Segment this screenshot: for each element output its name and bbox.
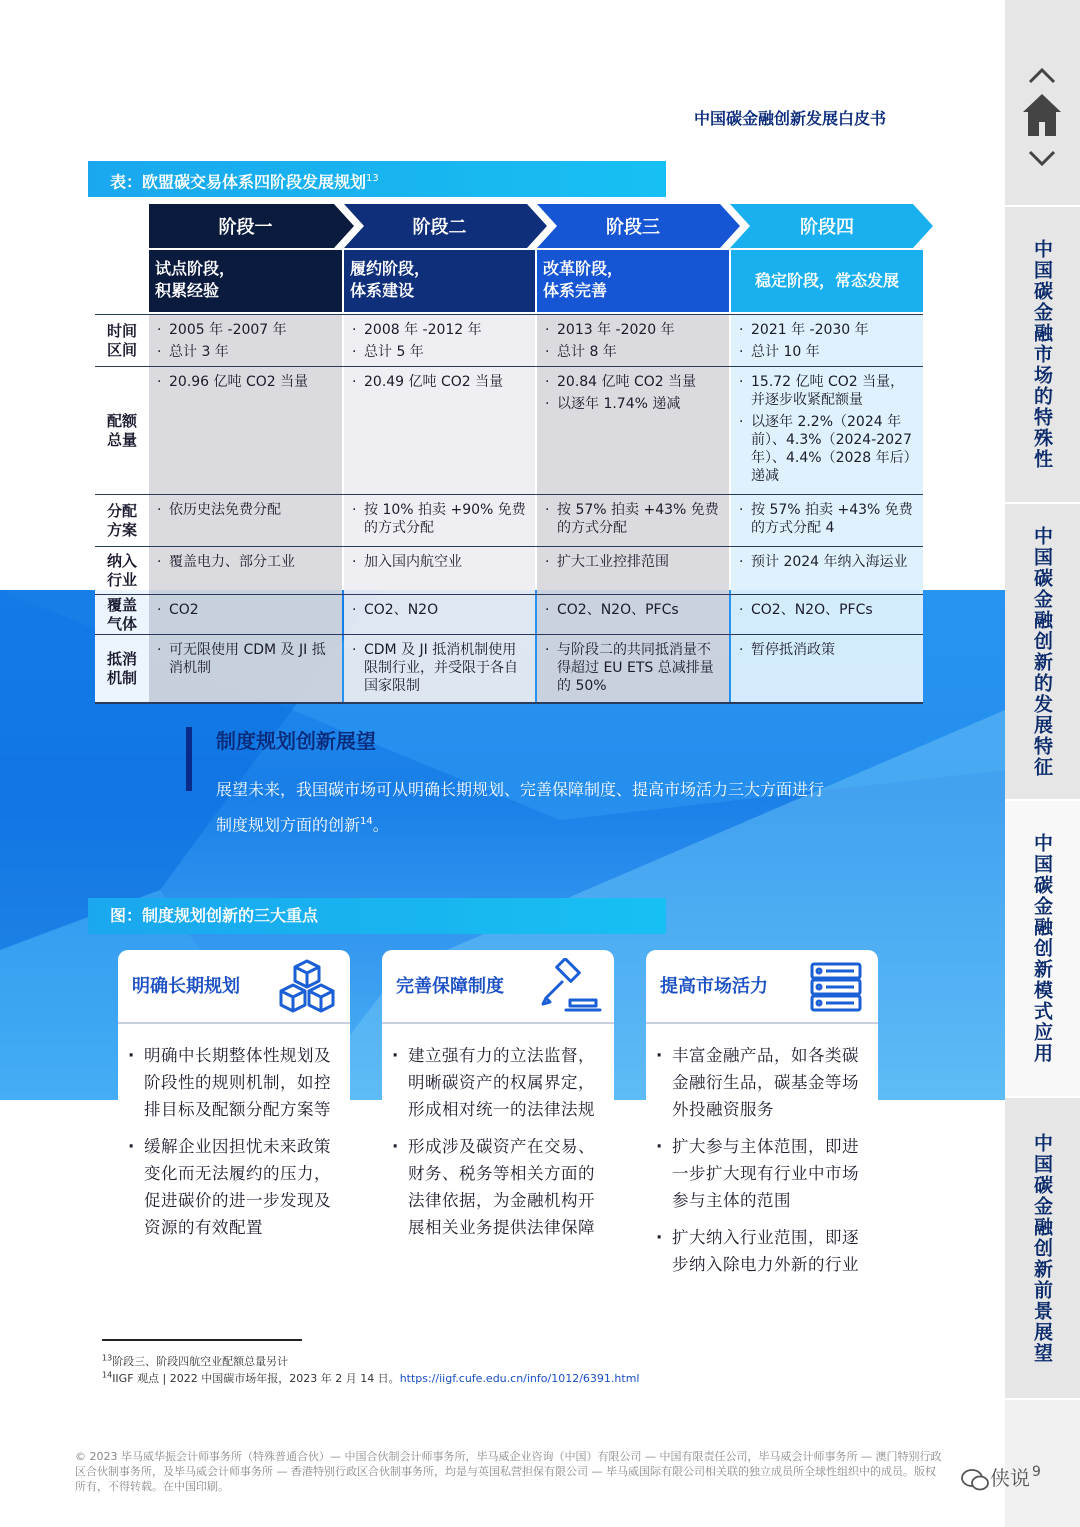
subtitle-line: 试点阶段，	[155, 259, 236, 278]
phase-2-subtitle	[344, 250, 535, 312]
cell-item: · 按 57% 拍卖 +43% 免费的方式分配	[543, 501, 723, 537]
footnote-text: IIGF 观点 | 2022 中国碳市场年报，2023 年 2 月 14 日。	[112, 1372, 400, 1385]
table-caption	[88, 161, 666, 197]
cell-item: · CO2、N2O、PFCs	[543, 601, 723, 619]
table-cell	[537, 315, 729, 367]
table-cell	[537, 495, 729, 547]
table-cell	[149, 315, 342, 367]
row-label-line: 方案	[106, 521, 137, 539]
cell-item: · 暂停抵消政策	[737, 641, 917, 659]
cell-item: · 15.72 亿吨 CO2 当量，并逐步收紧配额量	[737, 373, 917, 409]
card-header	[382, 950, 614, 1024]
cell-item: · 2013 年 -2020 年	[543, 321, 723, 339]
cell-item: · 覆盖电力、部分工业	[155, 553, 336, 571]
table-cell	[344, 315, 535, 367]
tab-label: 中国碳金融市场的特殊性	[1031, 239, 1053, 470]
row-label	[95, 595, 149, 635]
legal-notice: © 2023 毕马威华振会计师事务所（特殊普通合伙）— 中国合伙制会计师事务所，毕马威企业咨询（中国）有限公司 — 中国有限责任公司，毕马威会计师事务所 — 澳门特别行政区合伙制事务所，及毕马威会计师事务所 — 香港特别行政区合伙制事务所，均是与英国私营担保有限公司 — 毕马威国际有限公司相关联的独立成员所全球性组织中的成员。版权所有，不得转载。在中国印刷。	[75, 1450, 942, 1493]
list-item: · 建立强有力的立法监督，明晰碳资产的权属界定，形成相对统一的法律法规	[390, 1042, 606, 1123]
server-icon	[804, 958, 866, 1016]
tab-innovation-outlook[interactable]	[1005, 1098, 1080, 1400]
table-cell	[344, 547, 535, 595]
list-item: · 扩大纳入行业范围，即逐步纳入除电力外新的行业	[654, 1224, 870, 1278]
subtitle-line: 履约阶段，	[350, 259, 431, 278]
gavel-icon	[540, 958, 602, 1016]
table-cell	[344, 367, 535, 495]
footnote-link[interactable]: https://iigf.cufe.edu.cn/info/1012/6391.html	[399, 1372, 640, 1385]
phase-3-subtitle	[537, 250, 729, 312]
tab-label: 中国碳金融创新的发展特征	[1031, 525, 1053, 778]
row-label	[95, 635, 149, 703]
footnote-13	[102, 1353, 288, 1369]
card-long-term-planning	[118, 950, 350, 1295]
footnote-ref: 14	[360, 816, 373, 827]
phase-1-subtitle	[149, 250, 342, 312]
cell-item: · 可无限使用 CDM 及 JI 抵消机制	[155, 641, 336, 677]
card-title: 完善保障制度	[396, 976, 504, 997]
table-cell	[537, 595, 729, 635]
card-legal-framework	[382, 950, 614, 1295]
tab-innovation-application[interactable]	[1005, 801, 1080, 1098]
figure-caption: 图：制度规划创新的三大重点	[88, 898, 666, 934]
table-cell	[537, 547, 729, 595]
row-label	[95, 367, 149, 495]
footnote-ref: 13	[366, 173, 379, 184]
home-icon[interactable]	[1019, 92, 1065, 138]
cell-item: · 按 57% 拍卖 +43% 免费的方式分配 4	[737, 501, 917, 537]
cell-item: · 20.96 亿吨 CO2 当量	[155, 373, 336, 391]
table-cell	[149, 495, 342, 547]
row-label-line: 机制	[106, 669, 137, 687]
page-number: 9	[1032, 1464, 1041, 1480]
cell-item: · 预计 2024 年纳入海运业	[737, 553, 917, 571]
phase-2-title: 阶段二	[412, 217, 467, 238]
tab-label: 中国碳金融创新前景展望	[1031, 1132, 1053, 1364]
table-cell	[731, 635, 923, 703]
cell-item: · 20.49 亿吨 CO2 当量	[350, 373, 529, 391]
section-body-text: 展望未来，我国碳市场可从明确长期规划、完善保障制度、提高市场活力三大方面进行制度规划方面的创新	[216, 780, 825, 835]
card-title: 明确长期规划	[132, 976, 240, 997]
tab-market-specifics[interactable]	[1005, 207, 1080, 504]
section-body	[216, 774, 836, 841]
subtitle-line: 体系建设	[350, 281, 415, 300]
cell-item: · 总计 5 年	[350, 343, 529, 361]
card-header	[646, 950, 878, 1024]
cell-item: · 2021 年 -2030 年	[737, 321, 917, 339]
card-body	[118, 1042, 350, 1251]
card-header	[118, 950, 350, 1024]
phase-4-subtitle	[731, 250, 923, 312]
cell-item: · CO2	[155, 601, 336, 619]
chevron-up-icon[interactable]	[1019, 66, 1065, 86]
row-label-line: 覆盖	[106, 596, 137, 614]
row-label-line: 行业	[106, 571, 137, 589]
wechat-icon	[960, 1468, 990, 1492]
chevron-down-icon[interactable]	[1019, 148, 1065, 168]
subtitle-line: 积累经验	[155, 281, 220, 300]
cubes-icon	[276, 958, 338, 1016]
table-cell	[731, 495, 923, 547]
table-row	[95, 366, 923, 495]
cell-item: · 加入国内航空业	[350, 553, 529, 571]
cell-item: · 20.84 亿吨 CO2 当量	[543, 373, 723, 391]
cell-item: · 总计 10 年	[737, 343, 917, 361]
subtitle-line: 稳定阶段，常态发展	[754, 271, 899, 290]
card-body	[382, 1042, 614, 1251]
table-row	[95, 594, 923, 635]
table-cell	[731, 547, 923, 595]
table-cell	[149, 547, 342, 595]
row-label	[95, 315, 149, 367]
row-label-line: 配额	[106, 412, 137, 430]
row-label-line: 抵消	[106, 650, 137, 668]
cell-item: · 扩大工业控排范围	[543, 553, 723, 571]
watermark	[960, 1462, 1030, 1492]
table-cell	[731, 595, 923, 635]
card-market-vitality	[646, 950, 878, 1295]
table-row	[95, 634, 923, 703]
subtitle-line: 体系完善	[543, 281, 608, 300]
footnote-number: 13	[102, 1353, 113, 1363]
table-cell	[149, 635, 342, 703]
table-row	[95, 546, 923, 595]
table-cell	[344, 495, 535, 547]
table-row	[95, 494, 923, 547]
list-item: · 扩大参与主体范围，即进一步扩大现有行业中市场参与主体的范围	[654, 1133, 870, 1214]
cell-item: · 与阶段二的共同抵消量不得超过 EU ETS 总减排量的 50%	[543, 641, 723, 695]
card-body	[646, 1042, 878, 1288]
row-label-line: 区间	[106, 341, 137, 359]
row-label-line: 分配	[106, 502, 137, 520]
cell-item: · 以逐年 2.2%（2024 年前）、4.3%（2024-2027 年）、4.4%（2028 年后）递减	[737, 413, 917, 485]
table-cell	[149, 367, 342, 495]
phase-4-title: 阶段四	[800, 217, 854, 238]
footnote-divider	[102, 1339, 302, 1341]
table-caption-text: 表：欧盟碳交易体系四阶段发展规划	[110, 172, 367, 192]
sidebar	[1005, 0, 1080, 1527]
row-label	[95, 547, 149, 595]
table-bottom-border	[95, 702, 923, 704]
cell-item: · 2005 年 -2007 年	[155, 321, 336, 339]
cell-item: · 2008 年 -2012 年	[350, 321, 529, 339]
row-label	[95, 495, 149, 547]
table-cell	[537, 367, 729, 495]
table-row	[95, 314, 923, 367]
table-cell	[731, 315, 923, 367]
cell-item: · 总计 8 年	[543, 343, 723, 361]
subtitle-line: 改革阶段，	[543, 259, 624, 278]
phase-1-title: 阶段一	[218, 217, 273, 238]
cell-item: · CO2、N2O	[350, 601, 529, 619]
sidebar-nav	[1005, 0, 1080, 207]
list-item: · 明确中长期整体性规划及阶段性的规则机制，如控排目标及配额分配方案等	[126, 1042, 342, 1123]
section-title: 制度规划创新展望	[216, 729, 376, 753]
watermark-text: 侠说	[990, 1466, 1030, 1490]
row-label-line: 气体	[106, 615, 137, 633]
table-cell	[537, 635, 729, 703]
phase-3-title: 阶段三	[606, 217, 660, 238]
row-label-line: 纳入	[106, 552, 137, 570]
cell-item: · 依历史法免费分配	[155, 501, 336, 519]
tab-label: 中国碳金融创新模式应用	[1031, 833, 1053, 1064]
cell-item: · CDM 及 JI 抵消机制使用限制行业，并受限于各自国家限制	[350, 641, 529, 695]
tab-innovation-features[interactable]	[1005, 504, 1080, 801]
table-cell	[344, 635, 535, 703]
section-accent-bar	[186, 727, 192, 791]
document-title: 中国碳金融创新发展白皮书	[694, 109, 887, 128]
card-title: 提高市场活力	[660, 976, 768, 997]
list-item: · 丰富金融产品，如各类碳金融衍生品，碳基金等场外投融资服务	[654, 1042, 870, 1123]
section-body-end: 。	[372, 815, 389, 835]
cell-item: · CO2、N2O、PFCs	[737, 601, 917, 619]
list-item: · 形成涉及碳资产在交易、财务、税务等相关方面的法律依据，为金融机构开展相关业务提供法律保障	[390, 1133, 606, 1241]
footnote-text: 阶段三、阶段四航空业配额总量另计	[112, 1355, 289, 1368]
cell-item: · 总计 3 年	[155, 343, 336, 361]
table-cell	[731, 367, 923, 495]
row-label-line: 总量	[106, 431, 137, 449]
table-cell	[344, 595, 535, 635]
row-label-line: 时间	[106, 322, 137, 340]
cell-item: · 以逐年 1.74% 递减	[543, 395, 723, 413]
table-cell	[149, 595, 342, 635]
list-item: · 缓解企业因担忧未来政策变化而无法履约的压力，促进碳价的进一步发现及资源的有效配置	[126, 1133, 342, 1241]
footnote-number: 14	[102, 1370, 113, 1380]
cell-item: · 按 10% 拍卖 +90% 免费的方式分配	[350, 501, 529, 537]
footnote-14	[102, 1370, 639, 1386]
